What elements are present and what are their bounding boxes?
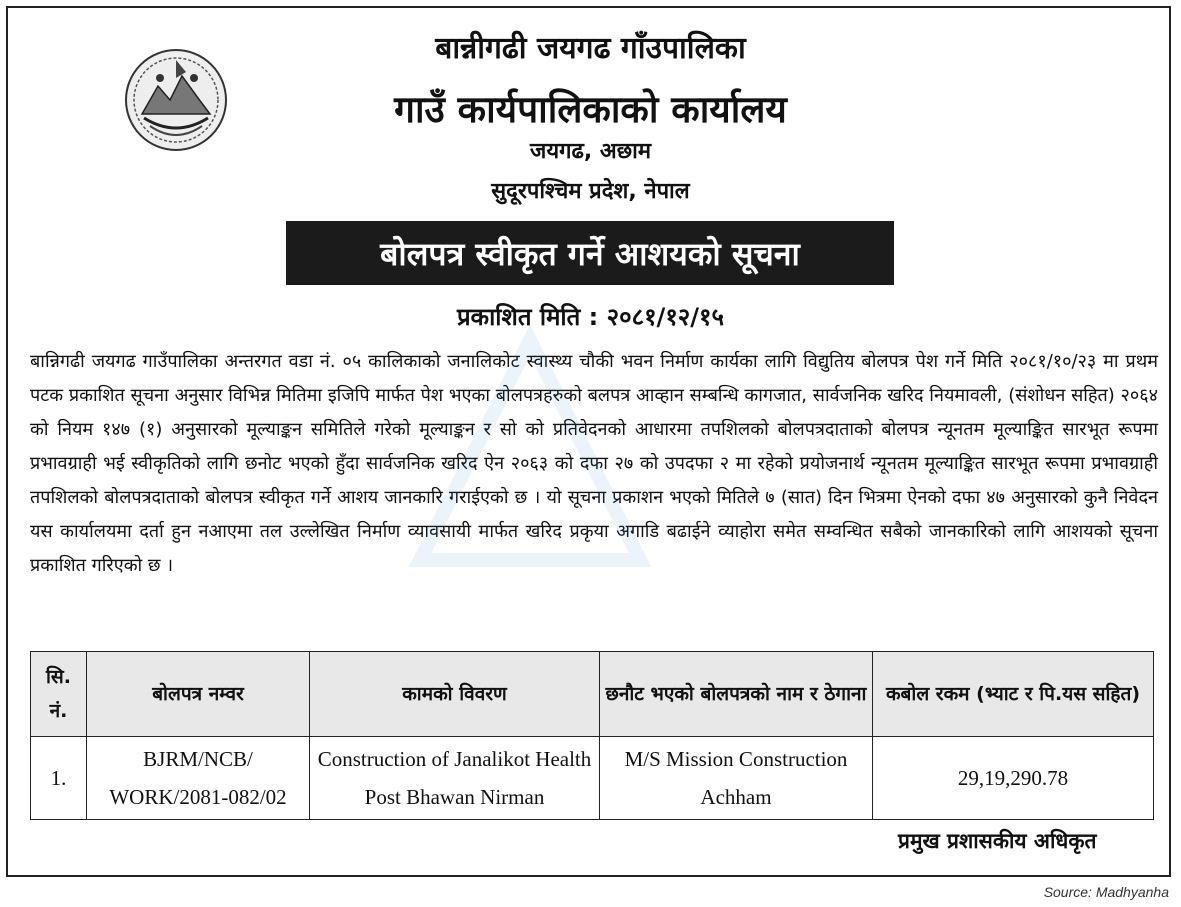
signature: प्रमुख प्रशासकीय अधिकृत <box>898 829 1097 853</box>
col-header-amount: कबोल रकम (भ्याट र पि.यस सहित) <box>873 652 1154 737</box>
cell-work: Construction of Janalikot Health Post Bhawan Nirman <box>310 737 600 820</box>
notice-title-banner <box>286 221 894 285</box>
col-header-sn: सि. नं. <box>31 652 87 737</box>
cell-amount: 29,19,290.78 <box>873 737 1154 820</box>
source-credit: Source: Madhyanha <box>1043 884 1169 900</box>
table-row <box>31 737 1154 820</box>
municipality-name: बान्नीगढी जयगढ गाँउपालिका <box>435 31 746 66</box>
office-province: सुदूरपश्चिम प्रदेश, नेपाल <box>491 179 690 204</box>
notice-body: बान्निगढी जयगढ गाउँपालिका अन्तरगत वडा नं. ०५ कालिकाको जनालिकोट स्वास्थ्य चौकी भवन निर्माण कार्यका लागि विद्युतिय बोलपत्र पेश गर्ने मिति २०८१/१०/२३ मा प्रथम पटक प्रकाशित सूचना अनुसार विभिन्न मितिमा इजिपि मार्फत पेश भएका बोलपत्रहरुको बलपत्र आव्हान सम्बन्धि कागजात, सार्वजनिक खरिद नियमावली, (संशोधन सहित) २०६४ को नियम १४७ (१) अनुसारको मूल्याङ्कन समितिले गरेको मूल्याङ्कन र सो को प्रतिवेदनको आधारमा तपशिलको बोलपत्रदाताको बोलपत्र न्यूनतम मूल्याङ्कित सारभूत रूपमा प्रभावग्राही भई स्वीकृतिको लागि छनोट भएको हुँदा सार्वजनिक खरिद ऐन २०६३ को दफा २७ को उपदफा २ मा रहेको प्रयोजनार्थ न्यूनतम मूल्याङ्कित सारभूत रूपमा प्रभावग्राही तपशिलको बोलपत्रदाताको बोलपत्र स्वीकृत गर्ने आशय जानकारि गराईएको छ । यो सूचना प्रकाशन भएको मितिले ७ (सात) दिन भित्रमा ऐनको दफा ४७ अनुसारको कुनै निवेदन यस कार्यालयमा दर्ता हुन नआएमा तल उल्लेखित निर्माण व्यावसायी मार्फत खरिद प्रकृया अगाडि बढाईने व्याहोरा समेत सम्वन्धित सबैको जानकारिको लागि आशयको सूचना प्रकाशित गरिएको छ । <box>30 351 1158 576</box>
office-name: गाउँ कार्यपालिकाको कार्यालय <box>394 88 787 131</box>
table-header-row <box>31 652 1154 737</box>
cell-bidder: M/S Mission Construction Achham <box>600 737 873 820</box>
office-location: जयगढ, अछाम <box>530 139 651 164</box>
published-date: प्रकाशित मिति : २०८१/१२/१५ <box>456 303 725 331</box>
col-header-bidder: छनौट भएको बोलपत्रको नाम र ठेगाना <box>600 652 873 737</box>
col-header-work: कामको विवरण <box>310 652 600 737</box>
col-header-bid-no: बोलपत्र नम्वर <box>87 652 310 737</box>
cell-sn: 1. <box>31 737 87 820</box>
notice-title: बोलपत्र स्वीकृत गर्ने आशयको सूचना <box>380 234 800 273</box>
tender-table <box>30 651 1154 820</box>
cell-bid-no: BJRM/NCB/ WORK/2081-082/02 <box>87 737 310 820</box>
